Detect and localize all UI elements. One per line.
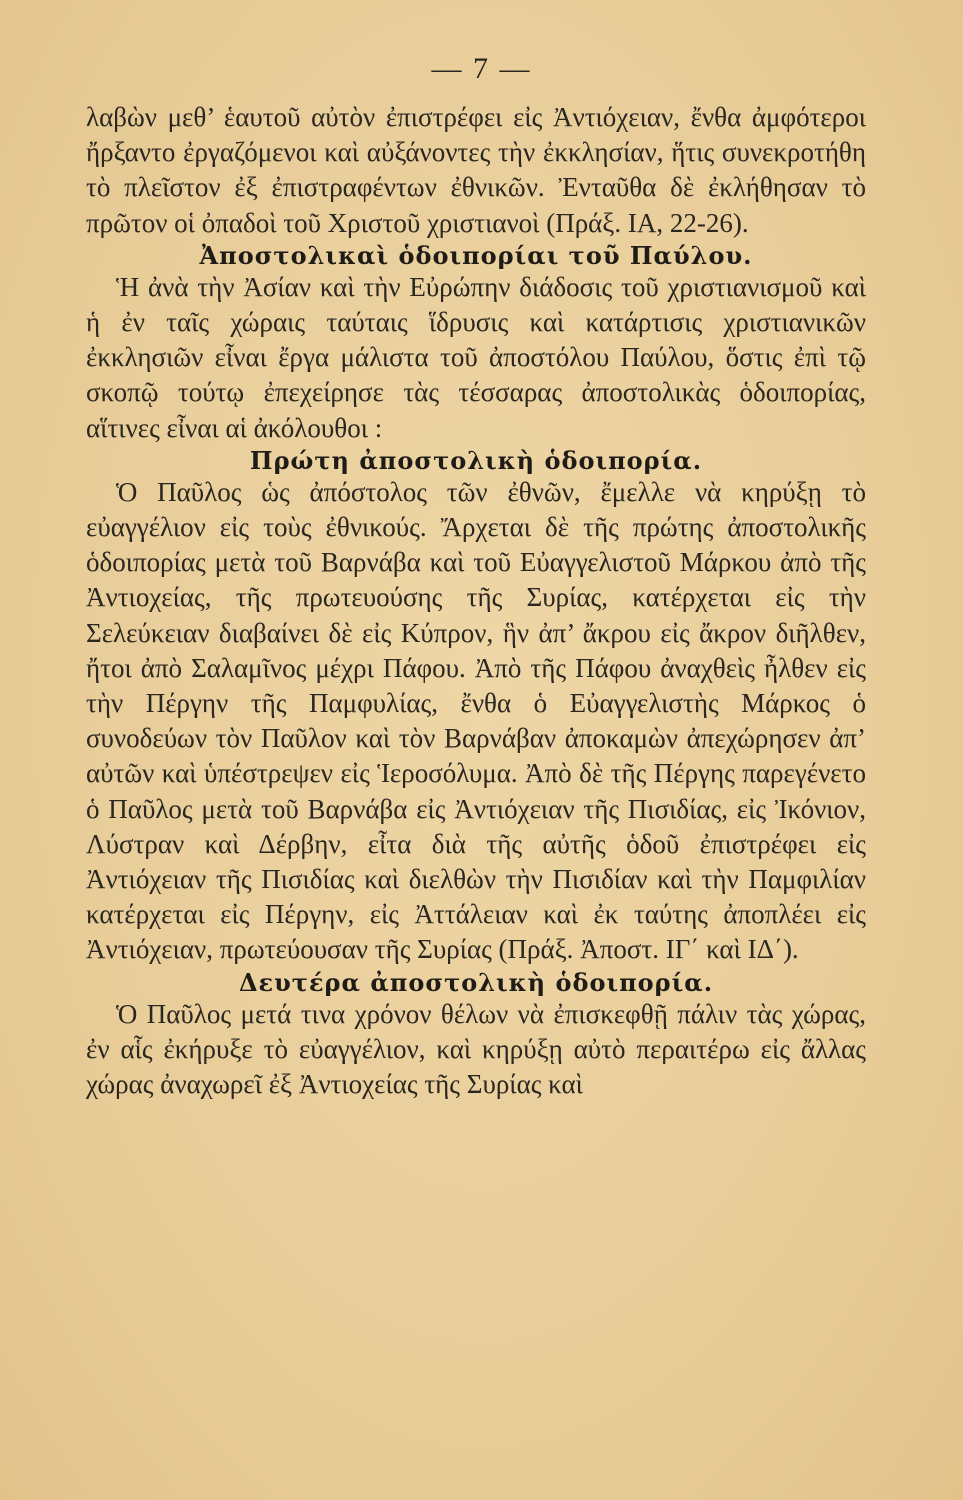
page-number: — 7 — bbox=[431, 52, 532, 85]
section-heading-first-journey: Πρώτη ἀποστολικὴ ὁδοιπορία. bbox=[249, 445, 703, 475]
page-body bbox=[86, 100, 866, 1102]
paragraph-intro-journeys: Ἡ ἀνὰ τὴν Ἀσίαν καὶ τὴν Εὐρώπην διάδοσις τοῦ χριστιανισμοῦ καὶ ἡ ἐν ταῖς χώραις ταύταις ἵδρυσις καὶ κατάρτισις χριστιανικῶν ἐκκλησιῶν εἶναι ἔργα μάλιστα τοῦ ἀποστόλου Παύλου, ὅστις ἐπὶ τῷ σκοπῷ τούτῳ ἐπεχείρησε τὰς τέσσαρας ἀποστολικὰς ὁδοιπορίας, αἵτινες εἶναι αἱ ἀκόλουθοι : bbox=[86, 271, 866, 443]
section-heading-second-journey: Δευτέρα ἀποστολικὴ ὁδοιπορία. bbox=[238, 967, 714, 997]
paragraph-second-journey: Ὁ Παῦλος μετά τινα χρόνον θέλων νὰ ἐπισκεφθῇ πάλιν τὰς χώρας, ἐν αἷς ἐκήρυξε τὸ εὐαγγέλιον, καὶ κηρύξῃ αὐτὸ περαιτέρω εἰς ἄλλας χώρας ἀναχωρεῖ ἐξ Ἀντιοχείας τῆς Συρίας καὶ bbox=[86, 998, 866, 1100]
paragraph-first-journey: Ὁ Παῦλος ὡς ἀπόστολος τῶν ἐθνῶν, ἔμελλε νὰ κηρύξῃ τὸ εὐαγγέλιον εἰς τοὺς ἐθνικούς. Ἄρχεται δὲ τῆς πρώτης ἀποστολικῆς ὁδοιπορίας μετὰ τοῦ Βαρνάβα καὶ τοῦ Εὐαγγελιστοῦ Μάρκου ἀπὸ τῆς Ἀντιοχείας, τῆς πρωτευούσης τῆς Συρίας, κατέρχεται εἰς τὴν Σελεύκειαν διαβαίνει δὲ εἰς Κύπρον, ἣν ἀπ’ ἄκρου εἰς ἄκρον διῆλθεν, ἤτοι ἀπὸ Σαλαμῖνος μέχρι Πάφου. Ἀπὸ τῆς Πάφου ἀναχθεὶς ἦλθεν εἰς τὴν Πέργην τῆς Παμφυλίας, ἔνθα ὁ Εὐαγγελιστὴς Μάρκος ὁ συνοδεύων τὸν Παῦλον καὶ τὸν Βαρνάβαν ἀποκαμὼν ἀπεχώρησεν ἀπ’ αὐτῶν καὶ ὑπέστρεψεν εἰς Ἱεροσόλυμα. Ἀπὸ δὲ τῆς Πέργης παρεγένετο ὁ Παῦλος μετὰ τοῦ Βαρνάβα εἰς Ἀντιόχειαν τῆς Πισιδίας, εἰς Ἰκόνιον, Λύστραν καὶ Δέρβην, εἶτα διὰ τῆς αὐτῆς ὁδοῦ ἐπιστρέφει εἰς Ἀντιόχειαν τῆς Πισιδίας καὶ διελθὼν τὴν Πισιδίαν καὶ τὴν Παμφιλίαν κατέρχεται εἰς Πέργην, εἰς Ἀττάλειαν καὶ ἐκ ταύτης ἀποπλέει εἰς Ἀντιόχειαν, πρωτεύουσαν τῆς Συρίας (Πράξ. Ἀποστ. ΙΓ΄ καὶ ΙΔ΄). bbox=[86, 476, 866, 965]
section-heading-apostolic-journeys: Ἀποστολικαὶ ὁδοιπορίαι τοῦ Παύλου. bbox=[199, 240, 753, 270]
paragraph-continuation: λαβὼν μεθ’ ἑαυτοῦ αὐτὸν ἐπιστρέφει εἰς Ἀντιόχειαν, ἔνθα ἀμφότεροι ἤρξαντο ἐργαζόμενοι καὶ αὐξάνοντες τὴν ἐκκλησίαν, ἥτις συνεκροτήθη τὸ πλεῖστον ἐξ ἐπιστραφέντων ἐθνικῶν. Ἐνταῦθα δὲ ἐκλήθησαν τὸ πρῶτον οἱ ὀπαδοὶ τοῦ Χριστοῦ χριστιανοὶ (Πράξ. ΙΑ, 22-26). bbox=[86, 102, 866, 238]
